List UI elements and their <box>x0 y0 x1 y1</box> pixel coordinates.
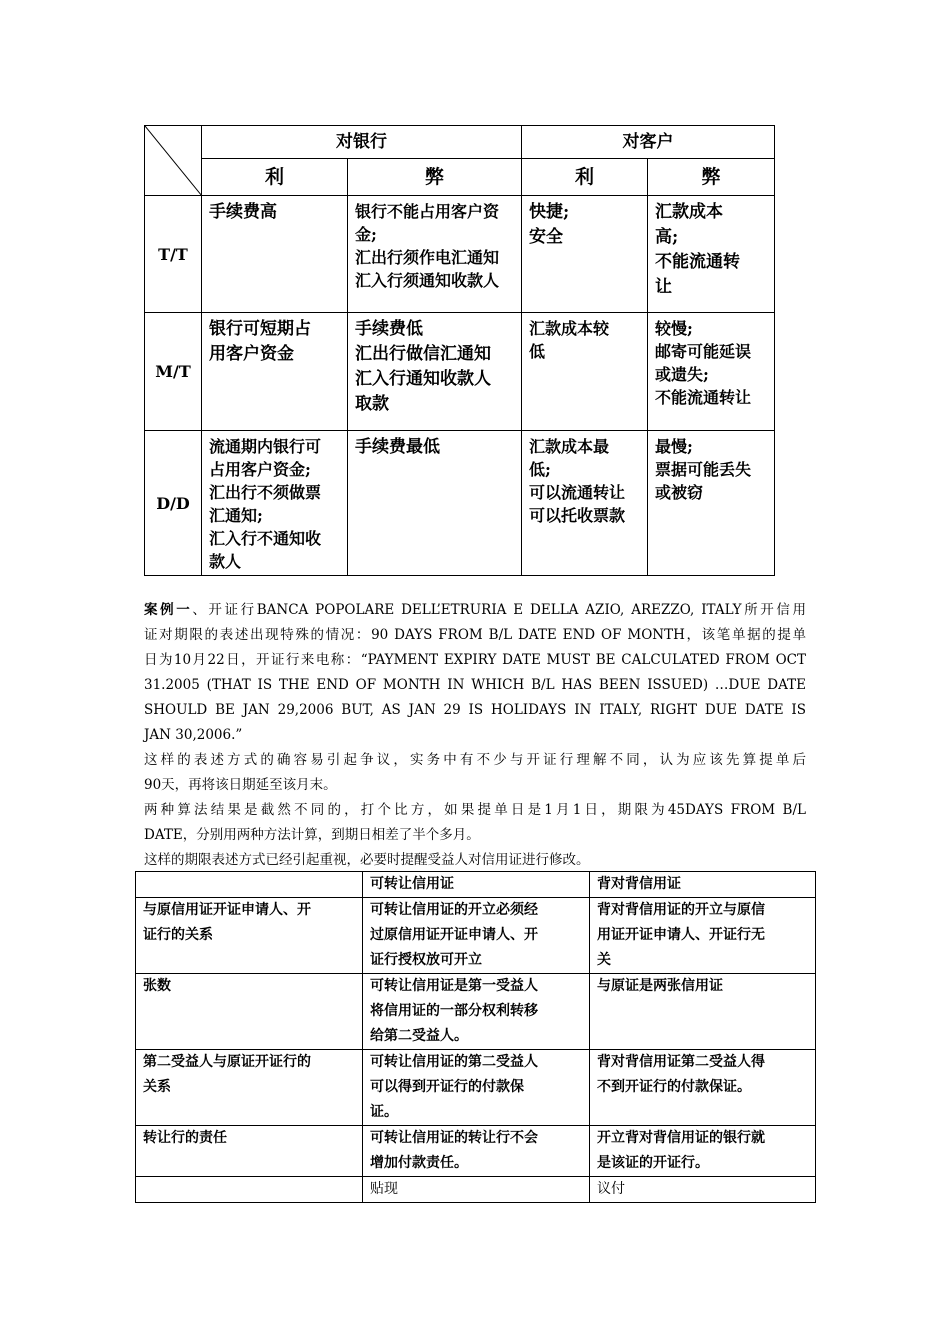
case-study-text <box>144 598 806 873</box>
table-row <box>136 1177 816 1203</box>
case-line: 这样的期限表述方式已经引起重视，必要时提醒受益人对信用证进行修改。 <box>144 852 590 868</box>
case-line: 案例一、开证行BANCA POPOLARE DELL’ETRURIA E DELLA AZIO, AREZZO, ITALY所开信用 <box>144 602 806 618</box>
customer-pros-header: 利 <box>522 159 648 196</box>
dd-customer-con: 最慢; 票据可能丢失 或被窃 <box>648 431 775 576</box>
header-back-to-back: 背对背信用证 <box>590 872 816 898</box>
table-row <box>136 974 816 1050</box>
diagonal-line <box>145 126 202 196</box>
row-label-tt: T/T <box>145 196 202 313</box>
row-label: 张数 <box>136 974 363 1050</box>
last-row-empty <box>136 1177 363 1203</box>
row-label: 转让行的责任 <box>136 1126 363 1177</box>
case-line: 两种算法结果是截然不同的，打个比方，如果提单日是1月1日，期限为45DAYS FROM B/L <box>144 802 806 818</box>
case-line: 这样的表述方式的确容易引起争议，实务中有不少与开证行理解不同，认为应该先算提单后 <box>144 752 806 768</box>
case-heading: 案例一 <box>144 602 193 618</box>
back-to-back-cell: 与原证是两张信用证 <box>590 974 816 1050</box>
row-label: 与原信用证开证申请人、开 证行的关系 <box>136 898 363 974</box>
dd-customer-pro: 汇款成本最 低; 可以流通转让 可以托收票款 <box>522 431 648 576</box>
dd-bank-con: 手续费最低 <box>348 431 522 576</box>
transferable-cell: 可转让信用证是第一受益人 将信用证的一部分权利转移 给第二受益人。 <box>363 974 590 1050</box>
table-row <box>145 196 775 313</box>
diagonal-header-cell <box>145 126 202 196</box>
case-line: 日为10月22日，开证行来电称：“PAYMENT EXPIRY DATE MUST BE CALCULATED FROM OCT <box>144 652 806 668</box>
back-to-back-cell: 背对背信用证第二受益人得 不到开证行的付款保证。 <box>590 1050 816 1126</box>
tt-bank-pro: 手续费高 <box>202 196 348 313</box>
row-label: 第二受益人与原证开证行的 关系 <box>136 1050 363 1126</box>
mt-bank-con: 手续费低 汇出行做信汇通知 汇入行通知收款人 取款 <box>348 313 522 431</box>
credit-comparison-table <box>135 871 816 1203</box>
tt-customer-con: 汇款成本 高; 不能流通转 让 <box>648 196 775 313</box>
mt-bank-pro: 银行可短期占 用客户资金 <box>202 313 348 431</box>
case-line: SHOULD BE JAN 29,2006 BUT, AS JAN 29 IS HOLIDAYS IN ITALY, RIGHT DUE DATE IS <box>144 702 806 718</box>
tt-bank-con: 银行不能占用客户资 金; 汇出行须作电汇通知 汇入行须通知收款人 <box>348 196 522 313</box>
row-label-mt: M/T <box>145 313 202 431</box>
case-line: 90天，再将该日期延至该月末。 <box>144 777 337 793</box>
case-line: DATE，分别用两种方法计算，到期日相差了半个多月。 <box>144 827 480 843</box>
remittance-comparison-table <box>144 125 775 576</box>
table-row <box>136 1126 816 1177</box>
mt-customer-con: 较慢; 邮寄可能延误 或遗失; 不能流通转让 <box>648 313 775 431</box>
transferable-cell: 可转让信用证的第二受益人 可以得到开证行的付款保 证。 <box>363 1050 590 1126</box>
table-row <box>136 1050 816 1126</box>
case-line: JAN 30,2006.” <box>144 727 243 743</box>
table-row <box>136 898 816 974</box>
bank-cons-header: 弊 <box>348 159 522 196</box>
tt-customer-pro: 快捷; 安全 <box>522 196 648 313</box>
table-row <box>145 313 775 431</box>
case-line: 31.2005 (THAT IS THE END OF MONTH IN WHICH B/L HAS BEEN ISSUED) …DUE DATE <box>144 677 806 693</box>
back-to-back-cell: 开立背对背信用证的银行就 是该证的开证行。 <box>590 1126 816 1177</box>
transferable-cell: 可转让信用证的开立必须经 过原信用证开证申请人、开 证行授权放可开立 <box>363 898 590 974</box>
group-customer-header: 对客户 <box>522 126 775 159</box>
transferable-cell: 可转让信用证的转让行不会 增加付款责任。 <box>363 1126 590 1177</box>
group-bank-header: 对银行 <box>202 126 522 159</box>
discount-cell: 贴现 <box>363 1177 590 1203</box>
bank-pros-header: 利 <box>202 159 348 196</box>
customer-cons-header: 弊 <box>648 159 775 196</box>
table-row <box>145 431 775 576</box>
negotiation-cell: 议付 <box>590 1177 816 1203</box>
header-empty <box>136 872 363 898</box>
case-line: 证对期限的表述出现特殊的情况：90 DAYS FROM B/L DATE END OF MONTH，该笔单据的提单 <box>144 627 806 643</box>
back-to-back-cell: 背对背信用证的开立与原信 用证开证申请人、开证行无 关 <box>590 898 816 974</box>
dd-bank-pro: 流通期内银行可 占用客户资金; 汇出行不须做票 汇通知; 汇入行不通知收 款人 <box>202 431 348 576</box>
mt-customer-pro: 汇款成本较 低 <box>522 313 648 431</box>
header-transferable: 可转让信用证 <box>363 872 590 898</box>
row-label-dd: D/D <box>145 431 202 576</box>
